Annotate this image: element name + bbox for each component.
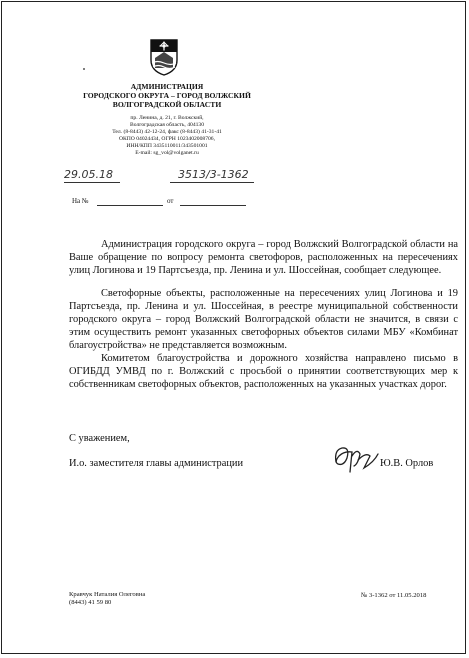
registration-number: № 3-1362 от 11.05.2018 <box>361 592 427 599</box>
letter-body <box>69 238 458 401</box>
email-line: E-mail: sg_vol@volganet.ru <box>135 149 199 156</box>
org-name-line-2: ГОРОДСКОГО ОКРУГА – ГОРОД ВОЛЖСКИЙ <box>83 91 251 100</box>
handwritten-signature-icon <box>330 442 382 478</box>
body-paragraph-3: Комитетом благоустройства и дорожного хозяйства направлено письмо в ОГИБДД УМВД по г. Волжский с просьбой о принятии соответствующих мер к собственникам светофорных объектов, расположенных на указанных участках дорог. <box>69 353 458 390</box>
closing-greeting: С уважением, <box>69 433 130 444</box>
date-underline <box>64 182 120 183</box>
scan-speck <box>83 68 85 70</box>
inn-line: ИНН/КПП 3435110011/343501001 <box>126 142 208 149</box>
organization-address <box>82 115 252 156</box>
reference-date-label: от <box>167 197 174 205</box>
outgoing-number: 3513/3-1362 <box>178 168 249 181</box>
letter-page <box>1 1 466 654</box>
org-name-line-1: АДМИНИСТРАЦИЯ <box>130 82 204 91</box>
phone-line: Тел. (8-8443) 42-12-24, факс (8-8443) 41-31-41 <box>112 128 222 135</box>
okpo-line: ОКПО 04024434, ОГРН 1023402008706, <box>118 135 215 142</box>
body-paragraph-2: Светофорные объекты, расположенные на пересечениях улиц Логинова и 19 Партсъезда, пр. Ленина и ул. Шоссейная, в реестре муниципальной собственности городского округа – город Волжский Волгоградской области не значится, в связи с этим осуществить ремонт указанных светофорных объектов силами МБУ «Комбинат благоустройства» не представляется возможным. <box>69 288 458 351</box>
address-line: пр. Ленина, д. 21, г. Волжский, <box>130 115 204 121</box>
address-line: Волгоградская область, 404130 <box>129 121 205 128</box>
number-underline <box>170 182 254 183</box>
executor-phone: (8443) 41 59 80 <box>69 599 112 606</box>
signer-position: И.о. заместителя главы администрации <box>69 458 244 469</box>
reference-number-blank <box>97 205 163 206</box>
signer-name: Ю.В. Орлов <box>380 458 434 469</box>
reference-number-label: На № <box>72 197 89 205</box>
outgoing-date: 29.05.18 <box>64 168 113 181</box>
city-emblem-icon <box>149 38 179 76</box>
organization-header <box>72 82 262 109</box>
reference-date-blank <box>180 205 246 206</box>
executor-name: Кравчук Наталия Олеговна <box>69 591 146 598</box>
body-paragraph-1: Администрация городского округа – город Волжский Волгоградской области на Ваше обращение по вопросу ремонта светофоров, расположенных на пересечениях улиц Логинова и 19 Партсъезда, пр. Ленина и ул. Шоссейная, сообщает следующее. <box>69 239 458 276</box>
org-name-line-3: ВОЛГОГРАДСКОЙ ОБЛАСТИ <box>112 100 222 109</box>
executor-info <box>69 591 145 607</box>
